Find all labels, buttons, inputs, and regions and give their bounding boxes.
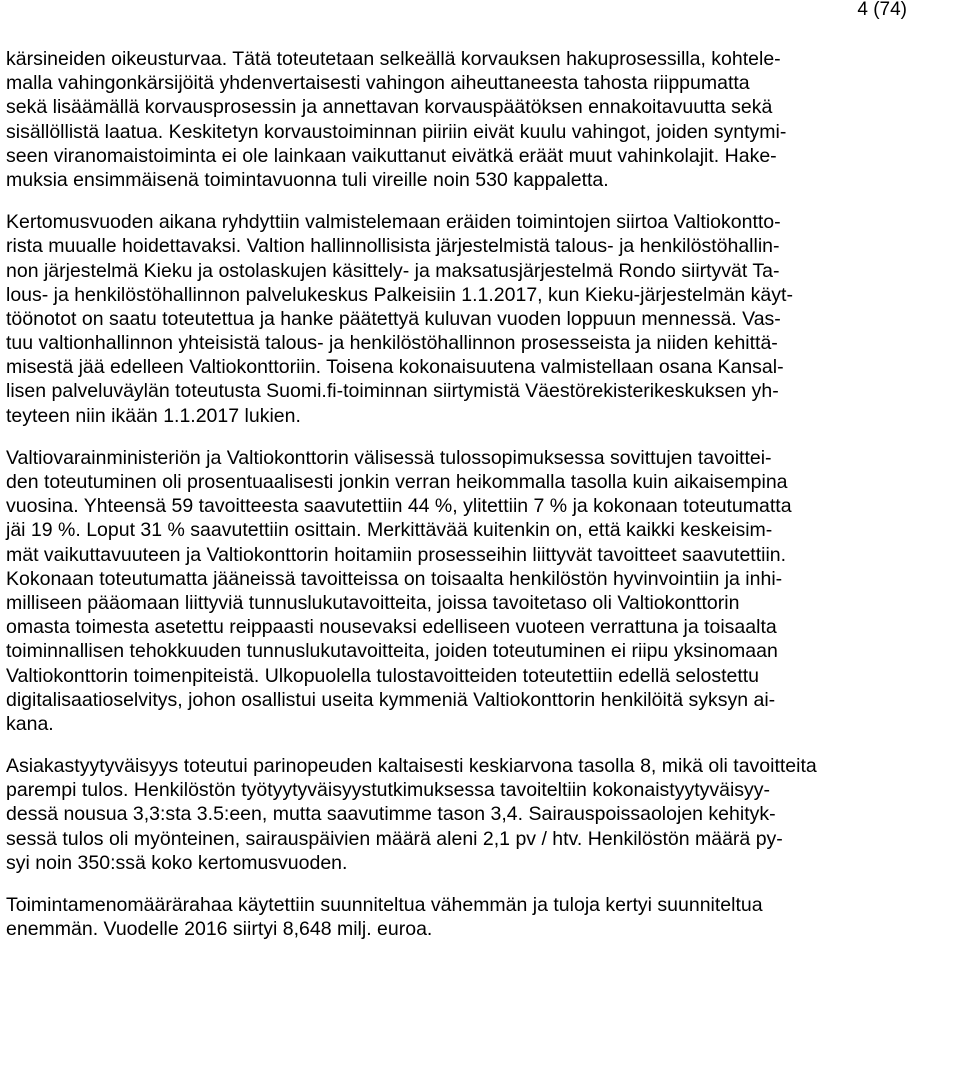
text-line: tuu valtionhallinnon yhteisistä talous- ja henkilöstöhallinnon prosesseista ja niiden kehittä- [6, 332, 778, 355]
text-line: den toteutuminen oli prosentuaalisesti jonkin verran heikommalla tasolla kuin aikaisempina [6, 471, 788, 493]
text-line: sisällöllistä laatua. Keskitetyn korvaustoiminnan piiriin eivät kuulu vahingot, joiden syntymi- [6, 120, 787, 143]
text-line: Kokonaan toteutumatta jääneissä tavoitteissa on toisaalta henkilöstön hyvinvointiin ja inhi- [6, 567, 783, 590]
text-line: seen viranomaistoiminta ei ole lainkaan vaikuttanut eivätkä eräät muut vahinkolajit. Hake- [6, 144, 777, 167]
text-line: Valtiokonttorin toimenpiteistä. Ulkopuolella tulostavoitteiden toteutettiin edellä selostettu [6, 664, 760, 687]
text-line: lous- ja henkilöstöhallinnon palvelukeskus Palkeisiin 1.1.2017, kun Kieku-järjestelmän käyt- [6, 283, 793, 306]
text-line: malla vahingonkärsijöitä yhdenvertaisesti vahingon aiheuttaneesta tahosta riippumatta [6, 72, 750, 95]
paragraph [6, 47, 956, 192]
text-line: non järjestelmä Kieku ja ostolaskujen käsittely- ja maksatusjärjestelmä Rondo siirtyvät Ta- [6, 259, 780, 282]
text-line: jäi 19 %. Loput 31 % saavutettiin osittain. Merkittävää kuitenkin on, että kaikki keskeisim- [6, 519, 773, 542]
text-line: syi noin 350:ssä koko kertomusvuoden. [6, 851, 348, 874]
text-line: Valtiovarainministeriön ja Valtiokonttorin välisessä tulossopimuksessa sovittujen tavoittei- [6, 446, 772, 469]
text-line: Asiakastyytyväisyys toteutui parinopeuden kaltaisesti keskiarvona tasolla 8, mikä oli tavoitteita [6, 755, 817, 778]
text-line: mät vaikuttavuuteen ja Valtiokonttorin hoitamiin prosesseihin liittyvät tavoitteet saavutettiin. [6, 543, 787, 566]
paragraph [6, 754, 956, 875]
text-line: teyteen niin ikään 1.1.2017 lukien. [6, 404, 301, 427]
text-line: kana. [6, 712, 54, 735]
text-line: kärsineiden oikeusturvaa. Tätä toteutetaan selkeällä korvauksen hakuprosessilla, kohtele- [6, 48, 781, 70]
text-line: toiminnallisen tehokkuuden tunnuslukutavoitteita, joiden toteutuminen ei riipu yksinomaan [6, 640, 778, 663]
text-line: omasta toimesta asetettu reippaasti nousevaksi edelliseen vuoteen verrattuna ja toisaalta [6, 616, 777, 639]
text-line: lisen palveluväylän toteutusta Suomi.fi-toiminnan siirtymistä Väestörekisterikeskuksen yh- [6, 380, 779, 403]
text-line: digitalisaatioselvitys, johon osallistui useita kymmeniä Valtiokonttorin henkilöitä syksyn ai- [6, 688, 776, 711]
text-line: vuosina. Yhteensä 59 tavoitteesta saavutettiin 44 %, ylitettiin 7 % ja kokonaan toteutumatta [6, 495, 792, 518]
paragraph [6, 210, 956, 428]
page-number: 4 (74) [857, 0, 907, 20]
paragraph [6, 893, 956, 941]
text-line: enemmän. Vuodelle 2016 siirtyi 8,648 milj. euroa. [6, 918, 433, 941]
text-line: rista muualle hoidettavaksi. Valtion hallinnollisista järjestelmistä talous- ja henkilöstöhallin- [6, 235, 780, 258]
text-line: töönotot on saatu toteutettua ja hanke päätettyä kuluvan vuoden loppuun mennessä. Vas- [6, 307, 781, 330]
text-line: sessä tulos oli myönteinen, sairauspäivien määrä aleni 2,1 pv / htv. Henkilöstön määrä py- [6, 827, 783, 850]
text-line: sekä lisäämällä korvausprosessin ja annettavan korvauspäätöksen ennakoitavuutta sekä [6, 96, 773, 119]
text-line: dessä nousua 3,3:sta 3.5:een, mutta saavutimme tason 3,4. Sairauspoissaolojen kehityk- [6, 803, 776, 826]
paragraph [6, 446, 956, 736]
text-line: muksia ensimmäisenä toimintavuonna tuli vireille noin 530 kappaletta. [6, 168, 609, 191]
document-body [6, 47, 956, 941]
text-line: misestä jää edelleen Valtiokonttoriin. Toisena kokonaisuutena valmistellaan osana Kansal- [6, 356, 784, 379]
text-line: milliseen pääomaan liittyviä tunnuslukutavoitteita, joissa tavoitetaso oli Valtiokonttorin [6, 591, 740, 614]
text-line: Toimintamenomäärärahaa käytettiin suunniteltua vähemmän ja tuloja kertyi suunniteltua [6, 894, 763, 916]
text-line: parempi tulos. Henkilöstön työtyytyväisyystutkimuksessa tavoiteltiin kokonaistyytyväisyy- [6, 779, 771, 802]
text-line: Kertomusvuoden aikana ryhdyttiin valmistelemaan eräiden toimintojen siirtoa Valtiokontto- [6, 211, 781, 234]
